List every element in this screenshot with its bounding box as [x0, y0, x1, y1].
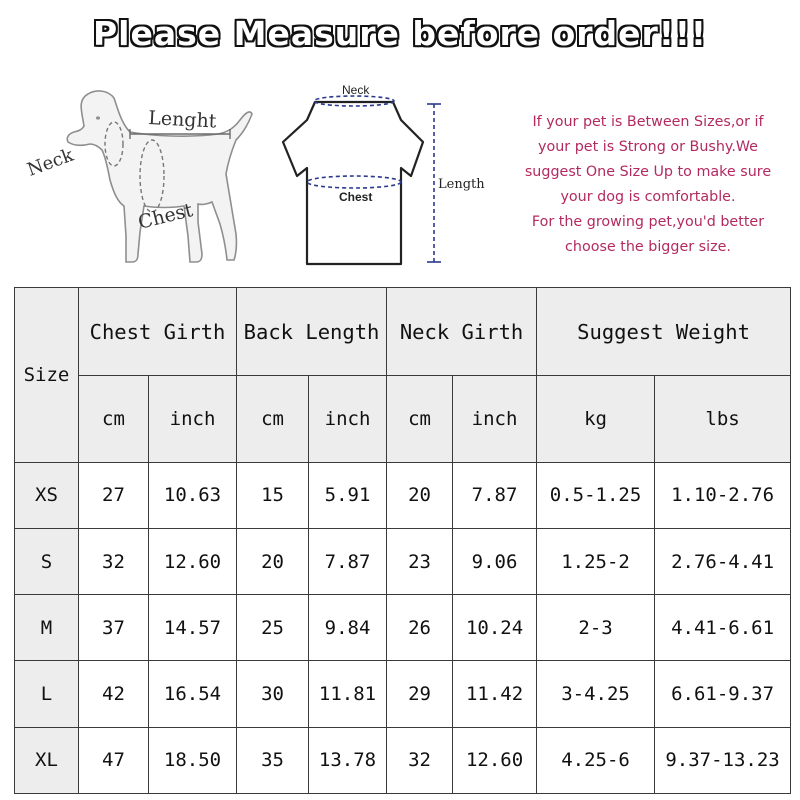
size-cell: L: [15, 661, 79, 727]
table-cell: 27: [79, 462, 149, 528]
table-cell: 5.91: [309, 462, 387, 528]
table-row: [15, 462, 791, 528]
table-cell: 15: [237, 462, 309, 528]
advice-line: If your pet is Between Sizes,or if: [532, 114, 764, 130]
table-cell: 10.24: [453, 595, 537, 661]
shirt-neck-label: Neck: [342, 83, 370, 97]
table-cell: 37: [79, 595, 149, 661]
table-row: [15, 727, 791, 793]
shirt-chest-label: Chest: [339, 190, 373, 204]
table-cell: 47: [79, 727, 149, 793]
table-cell: 14.57: [149, 595, 237, 661]
table-cell: 4.41-6.61: [655, 595, 791, 661]
table-cell: 7.87: [453, 462, 537, 528]
unit-header: inch: [453, 376, 537, 462]
table-cell: 35: [237, 727, 309, 793]
dog-measurement-diagram: [22, 84, 272, 274]
table-cell: 32: [387, 727, 453, 793]
advice-line: choose the bigger size.: [565, 239, 731, 255]
headline: Please Measure before order!!!: [93, 14, 707, 53]
table-row: [15, 661, 791, 727]
table-cell: 3-4.25: [537, 661, 655, 727]
size-chart-table: [14, 287, 791, 794]
unit-header: inch: [309, 376, 387, 462]
advice-line: your dog is comfortable.: [560, 189, 736, 205]
table-cell: 26: [387, 595, 453, 661]
table-cell: 25: [237, 595, 309, 661]
table-cell: 32: [79, 528, 149, 594]
unit-header-row: [15, 376, 791, 462]
shirt-outline: [283, 102, 423, 264]
chest-girth-header: Chest Girth: [79, 288, 237, 376]
advice-line: For the growing pet,you'd better: [531, 214, 765, 230]
dog-neck-label: Neck: [24, 144, 77, 181]
size-cell: S: [15, 528, 79, 594]
dog-chest-label: Chest: [135, 199, 195, 234]
dog-length-label: Lenght: [147, 107, 217, 133]
size-cell: XS: [15, 462, 79, 528]
back-length-header: Back Length: [237, 288, 387, 376]
unit-header: cm: [79, 376, 149, 462]
dog-eye: [96, 116, 100, 119]
table-cell: 9.37-13.23: [655, 727, 791, 793]
table-cell: 2-3: [537, 595, 655, 661]
table-cell: 23: [387, 528, 453, 594]
table-cell: 13.78: [309, 727, 387, 793]
shirt-length-label: Length: [438, 177, 485, 192]
table-cell: 30: [237, 661, 309, 727]
table-cell: 10.63: [149, 462, 237, 528]
neck-girth-header: Neck Girth: [387, 288, 537, 376]
table-cell: 18.50: [149, 727, 237, 793]
size-cell: XL: [15, 727, 79, 793]
table-cell: 1.10-2.76: [655, 462, 791, 528]
table-cell: 16.54: [149, 661, 237, 727]
table-cell: 42: [79, 661, 149, 727]
table-cell: 9.06: [453, 528, 537, 594]
table-cell: 1.25-2: [537, 528, 655, 594]
table-cell: 6.61-9.37: [655, 661, 791, 727]
table-cell: 20: [387, 462, 453, 528]
table-cell: 11.42: [453, 661, 537, 727]
group-header-row: [15, 288, 791, 376]
table-cell: 4.25-6: [537, 727, 655, 793]
table-cell: 20: [237, 528, 309, 594]
unit-header: cm: [237, 376, 309, 462]
suggest-weight-header: Suggest Weight: [537, 288, 791, 376]
unit-header: cm: [387, 376, 453, 462]
size-cell: M: [15, 595, 79, 661]
advice-line: your pet is Strong or Bushy.We: [538, 139, 758, 155]
unit-header: lbs: [655, 376, 791, 462]
table-cell: 11.81: [309, 661, 387, 727]
table-cell: 0.5-1.25: [537, 462, 655, 528]
table-row: [15, 528, 791, 594]
unit-header: inch: [149, 376, 237, 462]
advice-line: suggest One Size Up to make sure: [524, 164, 772, 180]
unit-header: kg: [537, 376, 655, 462]
table-cell: 2.76-4.41: [655, 528, 791, 594]
table-cell: 29: [387, 661, 453, 727]
shirt-measurement-diagram: [275, 80, 485, 270]
table-cell: 7.87: [309, 528, 387, 594]
table-cell: 12.60: [149, 528, 237, 594]
size-header: Size: [15, 288, 79, 463]
table-cell: 9.84: [309, 595, 387, 661]
sizing-advice: [498, 110, 798, 260]
table-cell: 12.60: [453, 727, 537, 793]
table-row: [15, 595, 791, 661]
